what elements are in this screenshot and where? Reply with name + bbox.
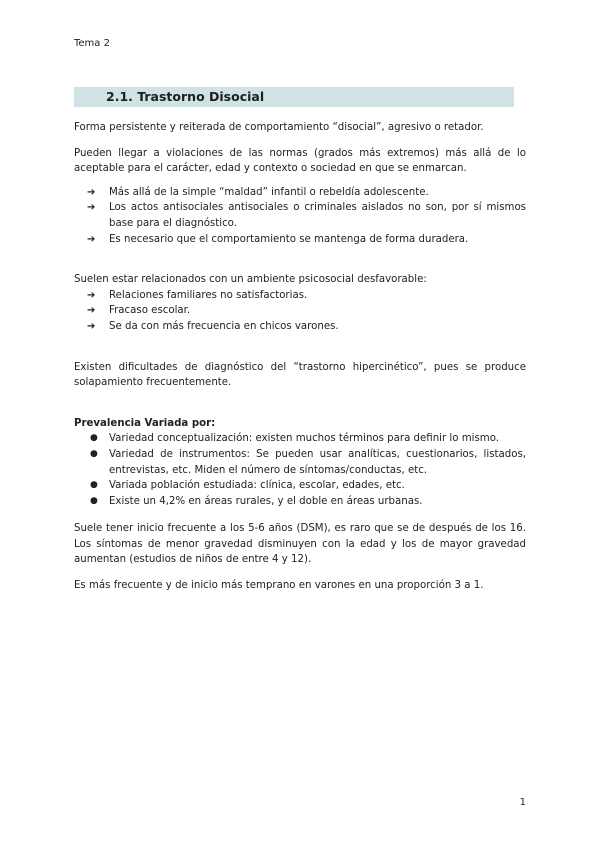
list-item-text: Es necesario que el comportamiento se mantenga de forma duradera. (109, 233, 469, 245)
bullet-icon: ● (90, 448, 98, 459)
intro-paragraph: Forma persistente y reiterada de comportamiento “disocial”, agresivo o retador. (74, 122, 484, 133)
list-item-text: Relaciones familiares no satisfactorias. (109, 289, 308, 301)
section-title: 2.1. Trastorno Disocial (106, 89, 265, 104)
arrow-icon: ➔ (87, 305, 96, 317)
environment-list (74, 288, 526, 335)
violations-paragraph: Pueden llegar a violaciones de las normas (grados más extremos) más allá de lo aceptable para el carácter, edad y contexto o sociedad en que se enmarcan. (74, 147, 526, 175)
list-item-text: Fracaso escolar. (109, 305, 191, 317)
list-item-text: Existe un 4,2% en áreas rurales, y el doble en áreas urbanas. (109, 495, 423, 507)
onset-paragraph: Suele tener inicio frecuente a los 5-6 años (DSM), es raro que se de después de los 16. Los síntomas de menor gravedad disminuyen con la edad y los de mayor gravedad aumentan (estudios de niños de entre 4 y 12). (74, 523, 526, 566)
list-item (74, 319, 526, 335)
arrow-icon: ➔ (87, 233, 96, 245)
list-item-text: Se da con más frecuencia en chicos varones. (109, 320, 339, 332)
document-body (74, 120, 526, 594)
bullet-icon: ● (90, 433, 98, 444)
prevalence-heading: Prevalencia Variada por: (74, 417, 216, 429)
list-item (74, 447, 526, 478)
list-item-text: Variedad conceptualización: existen muchos términos para definir lo mismo. (109, 433, 499, 445)
arrow-icon: ➔ (87, 202, 96, 214)
list-item (74, 303, 526, 319)
list-item (74, 431, 526, 447)
arrow-icon: ➔ (87, 320, 96, 332)
list-item-text: Variedad de instrumentos: Se pueden usar analíticas, cuestionarios, listados, entrevistas, etc. Miden el número de síntomas/conductas, etc. (109, 448, 526, 476)
list-item (74, 232, 526, 248)
violations-list (74, 185, 526, 247)
bullet-icon: ● (90, 480, 98, 491)
list-item-text: Variada población estudiada: clínica, escolar, edades, etc. (109, 480, 405, 492)
page-number: 1 (519, 797, 526, 808)
list-item (74, 288, 526, 304)
diagnosis-paragraph: Existen dificultades de diagnóstico del “trastorno hipercinético”, pues se produce solapamiento frecuentemente. (74, 361, 526, 389)
prevalence-list (74, 431, 526, 509)
list-item-text: Más allá de la simple “maldad” infantil o rebeldía adolescente. (109, 186, 429, 198)
page-header: Tema 2 (74, 38, 110, 49)
list-item (74, 185, 526, 201)
list-item (74, 478, 526, 494)
list-item (74, 200, 526, 231)
bullet-icon: ● (90, 495, 98, 506)
list-item-text: Los actos antisociales antisociales o criminales aislados no son, por sí mismos base para el diagnóstico. (109, 202, 526, 229)
list-item (74, 494, 526, 510)
environment-intro: Suelen estar relacionados con un ambiente psicosocial desfavorable: (74, 274, 427, 286)
arrow-icon: ➔ (87, 289, 96, 301)
frequency-paragraph: Es más frecuente y de inicio más temprano en varones en una proporción 3 a 1. (74, 580, 484, 592)
arrow-icon: ➔ (87, 186, 96, 198)
section-title-bar (74, 87, 514, 107)
